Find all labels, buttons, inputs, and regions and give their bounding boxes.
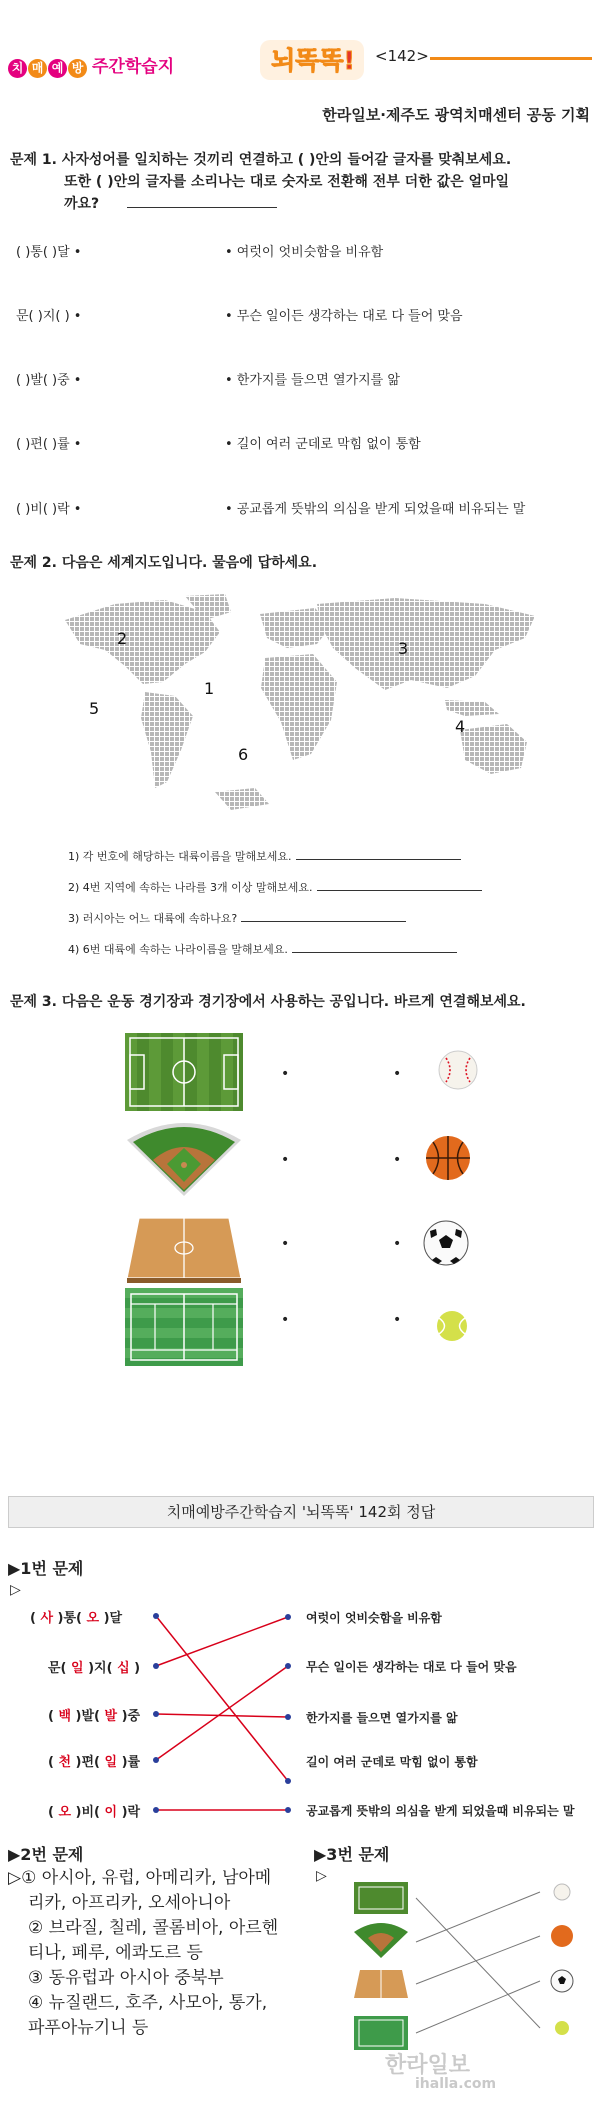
baseball-thumb — [554, 1884, 570, 1900]
q1-title-line3: 까요? — [64, 194, 277, 215]
brain-logo — [258, 36, 368, 84]
q1-right-item[interactable]: • 무슨 일이든 생각하는 대로 다 들어 맞음 — [225, 309, 463, 324]
q1-right-item[interactable]: • 한가지를 들으면 열가지를 앎 — [225, 373, 400, 388]
q2-subquestion: 2) 4번 지역에 속하는 나라를 3개 이상 말해보세요. — [68, 879, 482, 895]
series-char: 방 — [68, 59, 87, 78]
baseball-field-image[interactable] — [125, 1120, 243, 1198]
logo-text: 뇌똑똑! — [271, 46, 355, 75]
soccer-ball-icon[interactable] — [422, 1219, 470, 1267]
q1-left-item[interactable]: ( )편( )률 • — [16, 437, 82, 452]
answer-left-item: 문( 일 )지( 십 ) — [48, 1661, 141, 1676]
q2-subquestion: 4) 6번 대륙에 속하는 나라이름을 말해보세요. — [68, 941, 457, 957]
connect-dot[interactable]: • — [281, 1066, 290, 1082]
answer-left-item: ( 천 )편( 일 )률 — [48, 1755, 141, 1770]
q3-title: 문제 3. 다음은 운동 경기장과 경기장에서 사용하는 공입니다. 바르게 연결해보세요. — [10, 994, 526, 1010]
tennis-court-thumb — [354, 2016, 408, 2050]
watermark-logo: 한라일보 — [385, 2053, 471, 2078]
answer-right-item: 길이 여러 군데로 막힘 없이 통함 — [306, 1755, 478, 1769]
map-label-4: 4 — [455, 717, 466, 736]
answer-left-item: ( 오 )비( 이 )락 — [48, 1805, 141, 1820]
answer-blank[interactable] — [292, 952, 457, 953]
q2-title: 문제 2. 다음은 세계지도입니다. 물음에 답하세요. — [10, 555, 318, 571]
connect-dot[interactable]: • — [393, 1152, 402, 1168]
tennis-ball-thumb — [555, 2021, 569, 2035]
answer-right-item: 무슨 일이든 생각하는 대로 다 들어 맞음 — [306, 1660, 517, 1674]
answer-right-item: 여럿이 엇비슷함을 비유함 — [306, 1611, 442, 1625]
q1-right-item[interactable]: • 여럿이 엇비슷함을 비유함 — [225, 245, 384, 260]
answer-blank[interactable] — [317, 890, 482, 891]
connect-dot[interactable]: • — [281, 1236, 290, 1252]
world-map — [55, 592, 575, 822]
header-rule — [430, 57, 592, 60]
series-study-label: 주간학습지 — [92, 57, 175, 77]
series-char: 예 — [48, 59, 67, 78]
answer-section-2-title: ▶2번 문제 — [8, 1845, 84, 1864]
basketball-court-image[interactable] — [125, 1208, 243, 1286]
answer-header: 치매예방주간학습지 '뇌똑똑' 142회 정답 — [8, 1496, 594, 1528]
header-subtitle: 한라일보·제주도 광역치매센터 공동 기획 — [322, 106, 590, 124]
tennis-court-image[interactable] — [125, 1288, 243, 1366]
watermark-url: ihalla.com — [415, 2076, 497, 2092]
connect-dot[interactable]: • — [393, 1236, 402, 1252]
answer-right-item: 한가지를 들으면 열가지를 앎 — [306, 1711, 458, 1725]
q1-answer-blank[interactable] — [127, 207, 277, 208]
connect-dot[interactable]: • — [393, 1312, 402, 1328]
series-char: 매 — [28, 59, 47, 78]
answer-blank[interactable] — [241, 921, 406, 922]
q1-left-item[interactable]: 문( )지( ) • — [16, 309, 82, 324]
q1-left-item[interactable]: ( )발( )중 • — [16, 373, 82, 388]
q1-right-item[interactable]: • 길이 여러 군데로 막힘 없이 통함 — [225, 437, 421, 452]
map-label-3: 3 — [398, 639, 409, 658]
answer-left-item: ( 사 )통( 오 )달 — [30, 1611, 123, 1626]
q1-title-line2: 또한 ( )안의 글자를 소리나는 대로 숫자로 전환해 전부 더한 값은 얼마일 — [64, 174, 510, 190]
answer-left-item: ( 백 )발( 발 )중 — [48, 1709, 141, 1724]
soccer-field-image[interactable] — [125, 1033, 243, 1111]
answer-section-2-body: ▷① 아시아, 유럽, 아메리카, 남아메 리카, 아프리카, 오세아니아 ② 브라질, 칠레, 콜롬비아, 아르헨 티나, 페루, 에콰도르 등 ③ 동유럽과 아시아 중북부 ④ 뉴질랜드, 호주, 사모아, 통가, 파푸아뉴기니 등 — [8, 1868, 279, 2038]
q2-subquestion: 3) 러시아는 어느 대륙에 속하나요? — [68, 910, 406, 926]
connect-dot[interactable]: • — [393, 1066, 402, 1082]
series-char: 치 — [8, 59, 27, 78]
q1-title: 문제 1. 사자성어를 일치하는 것끼리 연결하고 ( )안의 들어갈 글자를 맞춰보세요. — [10, 152, 512, 168]
basketball-thumb — [551, 1925, 573, 1947]
q1-left-item[interactable]: ( )비( )락 • — [16, 502, 82, 517]
map-label-5: 5 — [89, 699, 100, 718]
answer-section-marker: ▷ — [316, 1868, 327, 1884]
map-label-1: 1 — [204, 679, 215, 698]
connect-dot[interactable]: • — [281, 1152, 290, 1168]
answer-section-3-title: ▶3번 문제 — [314, 1845, 390, 1864]
q2-subquestion: 1) 각 번호에 해당하는 대륙이름을 말해보세요. — [68, 848, 461, 864]
answer-right-item: 공교롭게 뜻밖의 의심을 받게 되었을때 비유되는 말 — [306, 1804, 575, 1818]
baseball-icon[interactable] — [434, 1046, 482, 1094]
q1-right-item[interactable]: • 공교롭게 뜻밖의 의심을 받게 되었을때 비유되는 말 — [225, 502, 526, 517]
answer-section-marker: ▷ — [10, 1582, 21, 1598]
answer-section-1-title: ▶1번 문제 — [8, 1559, 84, 1578]
map-label-2: 2 — [117, 629, 128, 648]
connect-dot[interactable]: • — [281, 1312, 290, 1328]
series-title — [8, 52, 174, 78]
q1-left-item[interactable]: ( )통( )달 • — [16, 245, 82, 260]
issue-number: <142> — [375, 47, 429, 65]
map-label-6: 6 — [238, 745, 249, 764]
tennis-ball-icon[interactable] — [428, 1302, 476, 1350]
basketball-icon[interactable] — [424, 1134, 472, 1182]
answer-blank[interactable] — [296, 859, 461, 860]
answer-3-diagram — [350, 1878, 590, 2063]
